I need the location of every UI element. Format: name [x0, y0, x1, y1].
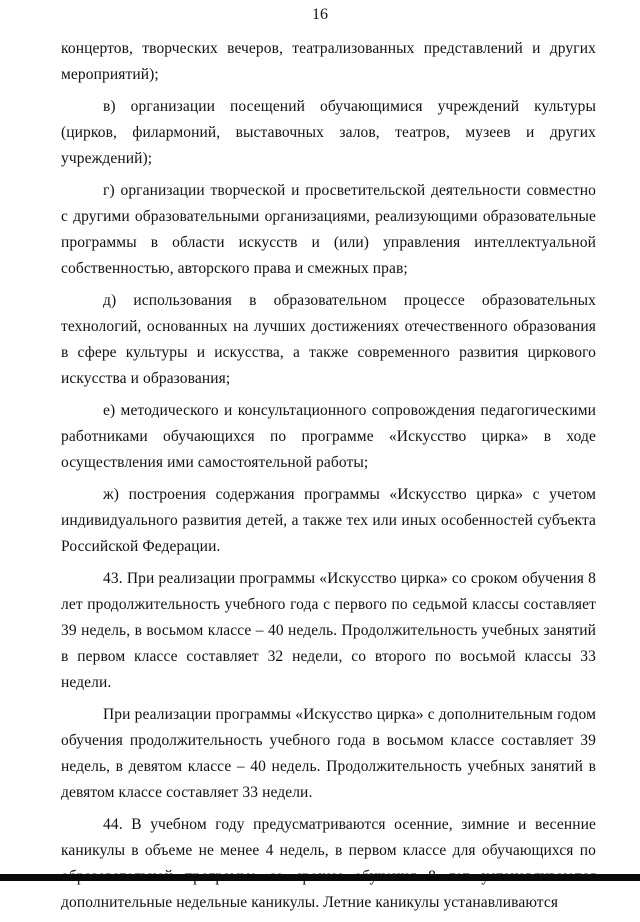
paragraph-clause-43-extra: При реализации программы «Искусство цирка» с дополнительным годом обучения продолжительность учебного года в восьмом классе составляет 39 недель, в девятом классе – 40 недель. Продолжительность учебных занятий в девятом классе составляет 33 недели.	[61, 706, 596, 801]
paragraph-item-g: г) организации творческой и просветительской деятельности совместно с другими образовательными организациями, реализующими образовательные программы в области искусств и (или) управления интеллектуальной собственностью, авторского права и смежных прав;	[61, 182, 596, 277]
paragraph-item-zh: ж) построения содержания программы «Искусство цирка» с учетом индивидуального развития детей, а также тех или иных особенностей субъекта Российской Федерации.	[61, 486, 596, 555]
paragraph-clause-43: 43. При реализации программы «Искусство цирка» со сроком обучения 8 лет продолжительность учебного года с первого по седьмой классы составляет 39 недель, в восьмом классе – 40 недель. Продолжительность учебных занятий в первом классе составляет 32 недели, со второго по восьмой классы 33 недели.	[61, 570, 596, 691]
paragraph-clause-44: 44. В учебном году предусматриваются осенние, зимние и весенние каникулы в объеме не менее 4 недель, в первом классе для обучающихся по дополнительные недельные каникулы. Летние каникулы устанавливаются	[61, 816, 596, 911]
scan-bottom-border	[0, 874, 640, 881]
paragraph-item-d: д) использования в образовательном процессе образовательных технологий, основанных на лучших достижениях отечественного образования в сфере культуры и искусства, а также современного развития циркового искусства и образования;	[61, 292, 596, 387]
paragraph-item-e: е) методического и консультационного сопровождения педагогическими работниками обучающихся по программе «Искусство цирка» в ходе осуществления ими самостоятельной работы;	[61, 402, 596, 471]
page-number: 16	[312, 6, 328, 23]
paragraph-item-v: в) организации посещений обучающимися учреждений культуры (цирков, филармоний, выставочных залов, театров, музеев и других учреждений);	[61, 98, 596, 167]
paragraph-continuation: концертов, творческих вечеров, театрализованных представлений и других мероприятий);	[61, 40, 596, 83]
document-body	[61, 36, 596, 922]
